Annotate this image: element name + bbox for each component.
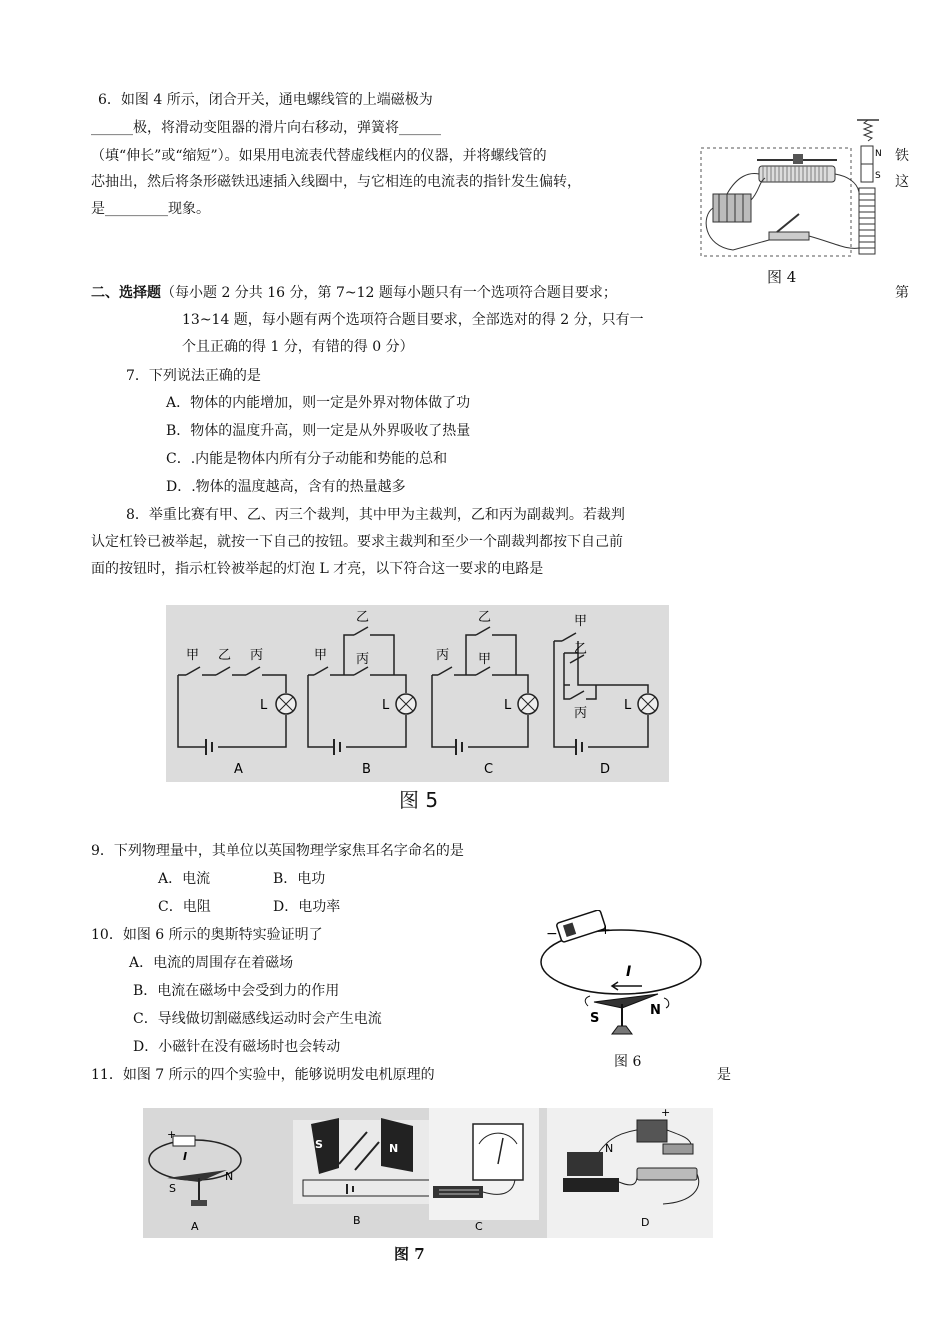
fig7-label-a: A: [191, 1220, 199, 1233]
svg-text:甲: 甲: [478, 652, 492, 667]
q6-line-4: 芯抽出，然后将条形磁铁迅速插入线圈中，与它相连的电流表的指针发生偏转，: [91, 174, 581, 190]
fig6-plus: +: [600, 923, 611, 938]
figure-4: [697, 116, 887, 262]
svg-text:乙: 乙: [574, 642, 588, 657]
fig6-minus: −: [546, 926, 558, 942]
svg-text:L: L: [260, 698, 268, 713]
svg-text:乙: 乙: [218, 648, 232, 663]
fig4-s-label: S: [875, 171, 881, 181]
q6-line-3: （填“伸长”或“缩短”）。如果用电流表代替虚线框内的仪器，并将螺线管的: [91, 148, 547, 164]
section-2-line-2: 13~14 题，每小题有两个选项符合题目要求，全部选对的得 2 分，只有一: [182, 312, 644, 328]
fig6-current-label: I: [626, 964, 632, 980]
figure-5-caption: 图 5: [399, 788, 439, 812]
section-2-header: [91, 283, 617, 303]
svg-text:甲: 甲: [314, 648, 328, 663]
fig7-label-c: C: [475, 1220, 483, 1233]
svg-text:L: L: [382, 698, 390, 713]
svg-text:丙: 丙: [574, 706, 588, 721]
q10-option-d: D．小磁针在没有磁场时也会转动: [133, 1039, 341, 1055]
current-arrow-icon: [612, 982, 642, 990]
solenoid: [859, 188, 875, 254]
fig7-panel-b: [293, 1118, 443, 1227]
q6-line-5: 是_________现象。: [91, 201, 210, 217]
circuit-d: [554, 614, 658, 777]
q8-line-3: 面的按钮时，指示杠铃被举起的灯泡 L 才亮，以下符合这一要求的电路是: [91, 561, 544, 577]
section-2-title: 二、选择题: [91, 285, 161, 301]
q6-line-1: 6．如图 4 所示，闭合开关，通电螺线管的上端磁极为: [98, 92, 433, 108]
circuit-d-label: D: [600, 762, 611, 777]
svg-text:L: L: [504, 698, 512, 713]
q7-option-d: D．.物体的温度越高，含有的热量越多: [166, 479, 406, 495]
q10-stem: 10．如图 6 所示的奥斯特实验证明了: [91, 927, 323, 943]
q11-stem-tail: 是: [717, 1067, 731, 1083]
svg-text:N: N: [225, 1170, 234, 1183]
q6-line-3-tail: 铁: [895, 148, 909, 164]
svg-text:N: N: [605, 1142, 614, 1155]
fig7-panel-a: [149, 1128, 241, 1233]
q7-option-b: B．物体的温度升高，则一定是从外界吸收了热量: [166, 423, 471, 439]
battery: [713, 194, 751, 222]
circuit-c: [432, 610, 538, 777]
figure-4-caption: 图 4: [767, 268, 797, 286]
svg-text:丙: 丙: [436, 648, 450, 663]
fig4-n-label: N: [875, 149, 882, 159]
q7-option-c: C．.内能是物体内所有分子动能和势能的总和: [166, 451, 448, 467]
section-2-line-1: （每小题 2 分共 16 分，第 7~12 题每小题只有一个选项符合题目要求；: [161, 285, 617, 301]
q6-line-4-tail: 这: [895, 174, 909, 190]
fig7-label-b: B: [353, 1214, 361, 1227]
svg-text:L: L: [624, 698, 632, 713]
battery-icon: [556, 910, 606, 943]
switch: [769, 214, 809, 240]
fig6-s-label: S: [590, 1011, 600, 1026]
q10-option-a: A．电流的周围存在着磁场: [129, 955, 294, 971]
svg-text:I: I: [183, 1150, 188, 1163]
figure-6-caption: 图 6: [614, 1054, 642, 1070]
compass-needle-icon: [594, 994, 658, 1034]
svg-text:+: +: [661, 1108, 671, 1119]
svg-text:甲: 甲: [574, 614, 588, 629]
svg-text:丙: 丙: [250, 648, 264, 663]
q9-stem: 9．下列物理量中，其单位以英国物理学家焦耳名字命名的是: [91, 843, 464, 859]
circuit-b: [308, 610, 416, 777]
q9-option-b: B．电功: [273, 871, 326, 887]
svg-text:N: N: [389, 1142, 399, 1155]
svg-text:乙: 乙: [478, 610, 492, 625]
fig7-label-d: D: [641, 1216, 650, 1229]
circuit-a: [178, 648, 296, 777]
section-2-line-3: 个且正确的得 1 分，有错的得 0 分）: [182, 339, 414, 355]
figure-6: [538, 910, 704, 1040]
svg-text:S: S: [169, 1182, 176, 1195]
circuit-a-label: A: [234, 762, 243, 777]
fig7-panel-d: [547, 1108, 713, 1238]
q7-stem: 7．下列说法正确的是: [126, 368, 261, 384]
q9-option-c: C．电阻: [158, 899, 211, 915]
fig6-n-label: N: [650, 1003, 661, 1018]
q6-line-2: ______极，将滑动变阻器的滑片向右移动，弹簧将______: [91, 120, 441, 136]
circuit-c-label: C: [484, 762, 494, 777]
q7-option-a: A．物体的内能增加，则一定是外界对物体做了功: [166, 395, 471, 411]
q10-option-c: C．导线做切割磁感线运动时会产生电流: [133, 1011, 382, 1027]
svg-text:丙: 丙: [356, 652, 370, 667]
figure-5: [166, 605, 669, 782]
q9-option-a: A．电流: [158, 871, 211, 887]
fig7-panel-c: [429, 1108, 539, 1233]
svg-text:甲: 甲: [186, 648, 200, 663]
svg-text:S: S: [315, 1138, 323, 1151]
svg-text:+: +: [167, 1128, 177, 1141]
figure-7: [143, 1108, 713, 1238]
circuit-b-label: B: [362, 762, 371, 777]
figure-7-caption: 图 7: [394, 1245, 425, 1263]
q9-option-d: D．电功率: [273, 899, 341, 915]
q10-option-b: B．电流在磁场中会受到力的作用: [133, 983, 340, 999]
q8-line-1: 8．举重比赛有甲、乙、丙三个裁判，其中甲为主裁判，乙和丙为副裁判。若裁判: [126, 507, 625, 523]
rheostat: [757, 154, 837, 182]
section-2-line-1-tail: 第: [895, 285, 909, 301]
q11-stem: 11．如图 7 所示的四个实验中，能够说明发电机原理的: [91, 1067, 435, 1083]
svg-text:乙: 乙: [356, 610, 370, 625]
q8-line-2: 认定杠铃已被举起，就按一下自己的按钮。要求主裁判和至少一个副裁判都按下自己前: [91, 534, 623, 550]
